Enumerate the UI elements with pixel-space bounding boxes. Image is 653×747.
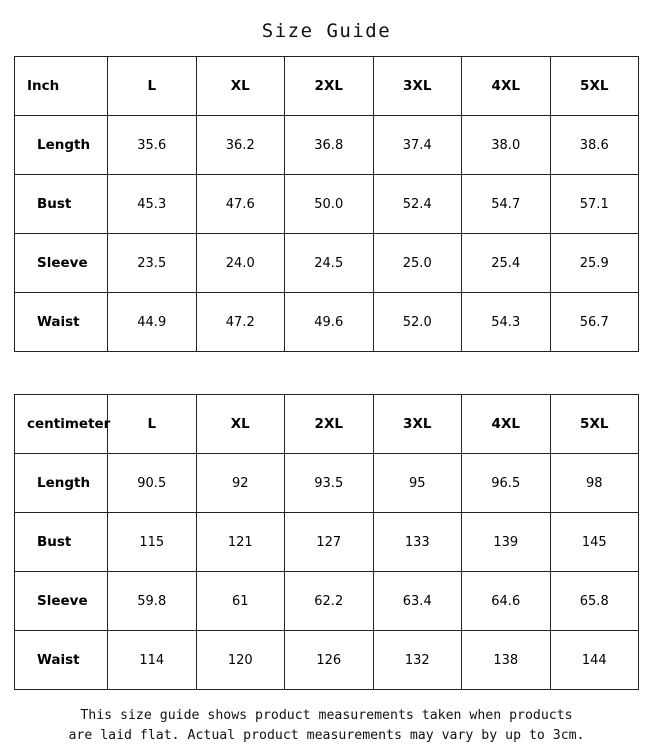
table-cell: 132: [373, 631, 462, 690]
table-cell: 50.0: [285, 175, 374, 234]
column-header: L: [108, 57, 197, 116]
table-cell: 96.5: [462, 454, 551, 513]
table-cell: 121: [196, 513, 285, 572]
table-row: [15, 572, 639, 631]
table-cell: 49.6: [285, 293, 374, 352]
column-header: 2XL: [285, 395, 374, 454]
column-header: 3XL: [373, 395, 462, 454]
table-cell: 25.9: [550, 234, 639, 293]
table-cell: 133: [373, 513, 462, 572]
size-table-inch: [14, 56, 639, 352]
table-cell: 93.5: [285, 454, 374, 513]
column-header: 5XL: [550, 57, 639, 116]
table-cell: 35.6: [108, 116, 197, 175]
table-cell: 145: [550, 513, 639, 572]
table-cell: 45.3: [108, 175, 197, 234]
column-header: 5XL: [550, 395, 639, 454]
table-cell: 61: [196, 572, 285, 631]
table-cell: 92: [196, 454, 285, 513]
column-header: 4XL: [462, 57, 551, 116]
table-cell: 24.5: [285, 234, 374, 293]
table-cell: 144: [550, 631, 639, 690]
row-label: Sleeve: [15, 234, 108, 293]
table-cell: 52.4: [373, 175, 462, 234]
column-header: 4XL: [462, 395, 551, 454]
footer-note-line-1: This size guide shows product measurements taken when products: [80, 708, 573, 723]
table-row: [15, 454, 639, 513]
table-header-row: [15, 57, 639, 116]
table-row: [15, 513, 639, 572]
table-cell: 47.6: [196, 175, 285, 234]
column-header: L: [108, 395, 197, 454]
page-title: Size Guide: [261, 20, 392, 42]
table-cell: 54.7: [462, 175, 551, 234]
table-spacer: [0, 352, 653, 394]
table-cell: 52.0: [373, 293, 462, 352]
table-cell: 47.2: [196, 293, 285, 352]
table-cell: 138: [462, 631, 551, 690]
table-cell: 59.8: [108, 572, 197, 631]
table-cell: 139: [462, 513, 551, 572]
table-cell: 64.6: [462, 572, 551, 631]
unit-label-inch: Inch: [15, 57, 108, 116]
table-cell: 24.0: [196, 234, 285, 293]
column-header: XL: [196, 57, 285, 116]
table-cell: 90.5: [108, 454, 197, 513]
table-cell: 95: [373, 454, 462, 513]
footer-note: [0, 690, 653, 747]
table-row: [15, 293, 639, 352]
column-header: XL: [196, 395, 285, 454]
table-cell: 120: [196, 631, 285, 690]
table-row: [15, 116, 639, 175]
table-row: [15, 234, 639, 293]
table-cell: 25.4: [462, 234, 551, 293]
row-label: Bust: [15, 513, 108, 572]
table-row: [15, 631, 639, 690]
table-cell: 65.8: [550, 572, 639, 631]
table-cell: 114: [108, 631, 197, 690]
table-cell: 57.1: [550, 175, 639, 234]
table-cell: 126: [285, 631, 374, 690]
table-cell: 44.9: [108, 293, 197, 352]
size-table-centimeter: [14, 394, 639, 690]
table-cell: 98: [550, 454, 639, 513]
unit-label-centimeter: centimeter: [15, 395, 108, 454]
row-label: Bust: [15, 175, 108, 234]
row-label: Waist: [15, 293, 108, 352]
row-label: Sleeve: [15, 572, 108, 631]
table-cell: 38.0: [462, 116, 551, 175]
table-cell: 23.5: [108, 234, 197, 293]
table-row: [15, 175, 639, 234]
table-cell: 115: [108, 513, 197, 572]
table-cell: 36.8: [285, 116, 374, 175]
table-cell: 54.3: [462, 293, 551, 352]
column-header: 2XL: [285, 57, 374, 116]
table-cell: 25.0: [373, 234, 462, 293]
row-label: Waist: [15, 631, 108, 690]
table-cell: 62.2: [285, 572, 374, 631]
table-cell: 127: [285, 513, 374, 572]
column-header: 3XL: [373, 57, 462, 116]
table-cell: 37.4: [373, 116, 462, 175]
table-header-row: [15, 395, 639, 454]
row-label: Length: [15, 116, 108, 175]
table-cell: 63.4: [373, 572, 462, 631]
row-label: Length: [15, 454, 108, 513]
table-cell: 38.6: [550, 116, 639, 175]
table-cell: 56.7: [550, 293, 639, 352]
table-cell: 36.2: [196, 116, 285, 175]
footer-note-line-2: are laid flat. Actual product measurements may vary by up to 3cm.: [68, 728, 585, 744]
